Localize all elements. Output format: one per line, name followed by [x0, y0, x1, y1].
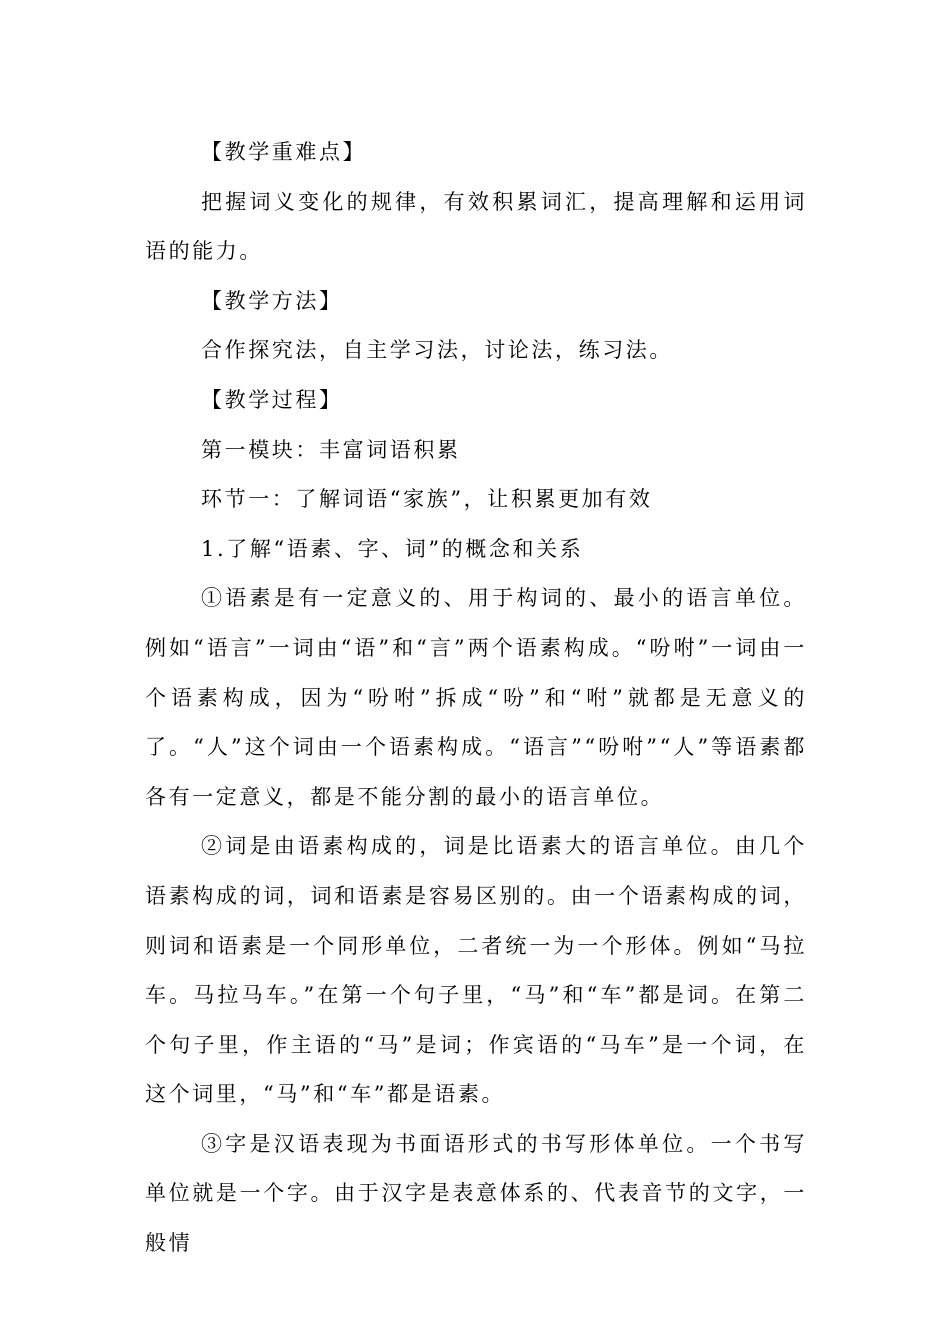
section-heading-key-difficulties: 【教学重难点】 [201, 140, 367, 164]
document-body [145, 128, 807, 1269]
paragraph-teaching-methods: 合作探究法，自主学习法，讨论法，练习法。 [201, 338, 673, 363]
paragraph-word: ②词是由语素构成的，词是比语素大的语言单位。由几个语素构成的词，词和语素是容易区别的。由一个语素构成的词，则词和语素是一个同形单位，二者统一为一个形体。例如“马拉车。马拉马车。”在第一个句子里，“马”和“车”都是词。在第二个句子里，作主语的“马”是词；作宾语的“马车”是一个词，在这个词里，“马”和“车”都是语素。 [145, 834, 807, 1107]
step-title: 环节一：了解词语“家族”，让积累更加有效 [201, 487, 653, 512]
module-title: 第一模块：丰富词语积累 [201, 437, 461, 462]
paragraph-character: ③字是汉语表现为书面语形式的书写形体单位。一个书写单位就是一个字。由于汉字是表意体系的、代表音节的文字，一般情 [145, 1131, 807, 1256]
paragraph-key-difficulties: 把握词义变化的规律，有效积累词汇，提高理解和运用词语的能力。 [145, 189, 807, 264]
paragraph-morpheme: ①语素是有一定意义的、用于构词的、最小的语言单位。例如“语言”一词由“语”和“言”两个语素构成。“吩咐”一词由一个语素构成，因为“吩咐”拆成“吩”和“咐”就都是无意义的了。“人”这个词由一个语素构成。“语言”“吩咐”“人”等语素都各有一定意义，都是不能分割的最小的语言单位。 [145, 586, 807, 809]
section-heading-teaching-methods: 【教学方法】 [201, 288, 343, 313]
subpoint-title: 1.了解“语素、字、词”的概念和关系 [201, 536, 584, 561]
section-heading-teaching-process: 【教学过程】 [201, 387, 343, 412]
